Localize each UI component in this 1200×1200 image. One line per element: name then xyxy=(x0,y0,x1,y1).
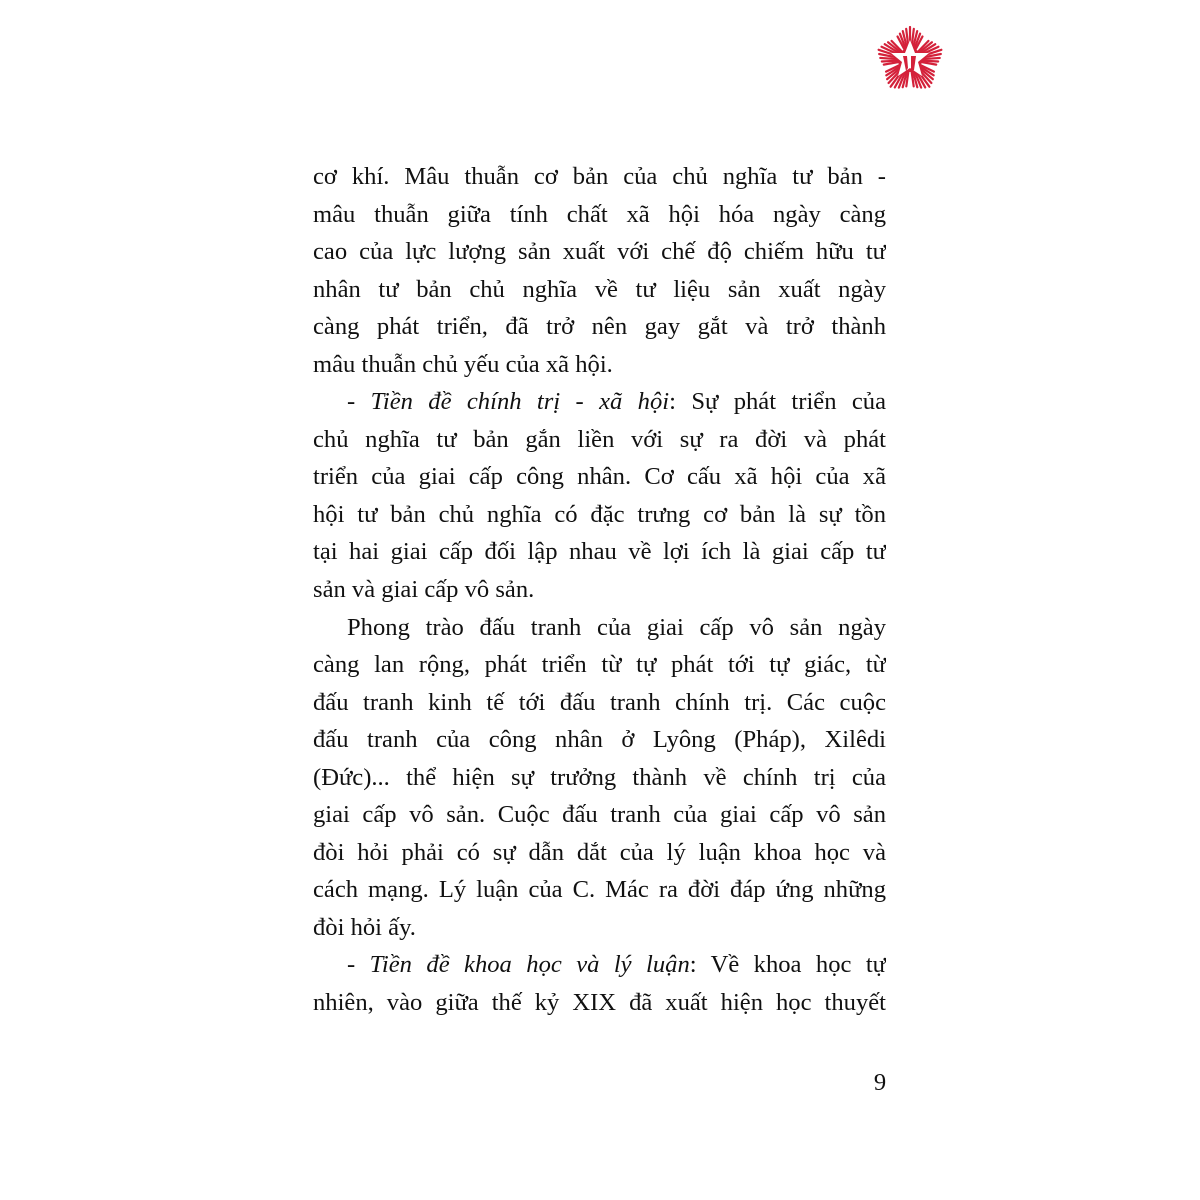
section-heading-science xyxy=(313,946,886,984)
text-line: cơ khí. Mâu thuẫn cơ bản của chủ nghĩa tư bản - xyxy=(313,163,886,190)
text-line: tại hai giai cấp đối lập nhau về lợi ích là giai cấp tư xyxy=(313,538,886,566)
section-heading-political xyxy=(313,383,886,421)
text-line: cách mạng. Lý luận của C. Mác ra đời đáp ứng những xyxy=(313,876,886,904)
text-line: nhân tư bản chủ nghĩa về tư liệu sản xuất ngày xyxy=(313,275,886,303)
text-line: nhiên, vào giữa thế kỷ XIX đã xuất hiện học thuyết xyxy=(313,989,886,1017)
text-line: (Đức)... thể hiện sự trưởng thành về chính trị của xyxy=(313,763,886,791)
text-line: triển của giai cấp công nhân. Cơ cấu xã hội của xã xyxy=(313,463,886,491)
text-line: đấu tranh kinh tế tới đấu tranh chính trị. Các cuộc xyxy=(313,688,886,716)
section-label-rest: : Sự phát triển của xyxy=(669,388,886,416)
text-line: đòi hỏi ấy. xyxy=(313,913,416,941)
text-line: cao của lực lượng sản xuất với chế độ chiếm hữu tư xyxy=(313,238,886,266)
section-label: - Tiền đề khoa học và lý luận xyxy=(347,951,690,979)
page-number: 9 xyxy=(873,1069,887,1096)
section-label: - Tiền đề chính trị - xã hội xyxy=(347,388,670,416)
text-line: mâu thuẫn giữa tính chất xã hội hóa ngày càng xyxy=(313,200,886,228)
text-line: đòi hỏi phải có sự dẫn dắt của lý luận khoa học và xyxy=(313,838,886,866)
publisher-star-logo xyxy=(876,26,944,94)
section-label-rest: : Về khoa học tự xyxy=(689,951,886,979)
text-line: chủ nghĩa tư bản gắn liền với sự ra đời và phát xyxy=(313,425,886,453)
text-line: mâu thuẫn chủ yếu của xã hội. xyxy=(313,350,613,378)
body-text xyxy=(313,158,886,1022)
text-line: càng phát triển, đã trở nên gay gắt và trở thành xyxy=(313,313,886,341)
text-line: Phong trào đấu tranh của giai cấp vô sản ngày xyxy=(347,613,886,641)
text-line: hội tư bản chủ nghĩa có đặc trưng cơ bản là sự tồn xyxy=(313,500,886,528)
text-line: giai cấp vô sản. Cuộc đấu tranh của giai cấp vô sản xyxy=(313,801,886,829)
text-line: đấu tranh của công nhân ở Lyông (Pháp), Xilêdi xyxy=(313,726,886,754)
logo-ray xyxy=(882,61,900,62)
text-line: càng lan rộng, phát triển từ tự phát tới tự giác, từ xyxy=(313,651,886,679)
logo-ray xyxy=(920,58,940,59)
text-line: sản và giai cấp vô sản. xyxy=(313,576,535,604)
